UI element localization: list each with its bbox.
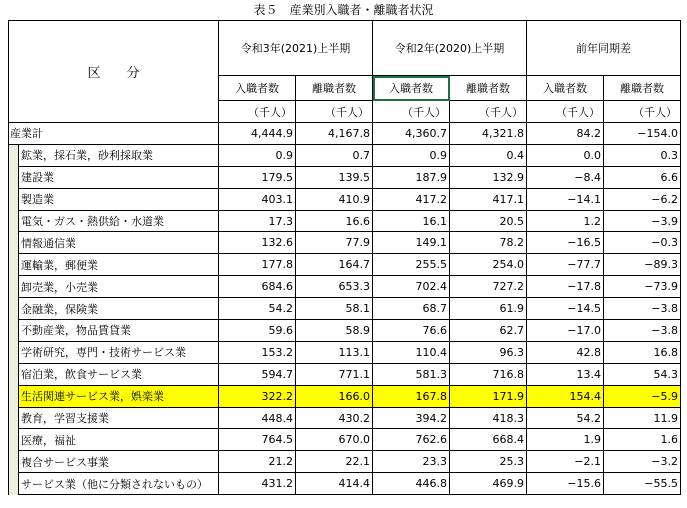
table-row [9,451,681,473]
cell[interactable]: 762.6 [373,429,450,451]
cell[interactable]: 670.0 [296,429,373,451]
table-row [9,254,681,276]
cell[interactable]: 139.5 [296,166,373,188]
group-header-2021[interactable]: 令和3年(2021)上半期 [219,21,373,76]
row-label[interactable]: 鉱業，採石業，砂利採取業 [19,144,219,166]
cell[interactable]: −3.2 [604,451,681,473]
cell[interactable]: −15.6 [527,473,604,495]
sub-header[interactable]: 入職者数 [219,76,296,101]
cell[interactable]: 76.6 [373,320,450,342]
cell[interactable]: 54.2 [527,407,604,429]
cell[interactable]: 4,321.8 [450,123,527,145]
unit-header[interactable]: （千人） [604,101,681,123]
cell[interactable]: 16.1 [373,210,450,232]
table-row [9,166,681,188]
cell[interactable]: 16.6 [296,210,373,232]
cell[interactable]: 77.9 [296,232,373,254]
indent-cell[interactable] [9,254,19,276]
cell[interactable]: 0.9 [219,144,296,166]
cell[interactable]: 68.7 [373,298,450,320]
indent-cell[interactable] [9,407,19,429]
row-label[interactable]: 運輸業，郵便業 [19,254,219,276]
cell[interactable]: 54.2 [219,298,296,320]
unit-header[interactable]: （千人） [373,101,450,123]
cell[interactable]: −8.4 [527,166,604,188]
row-label[interactable]: 生活関連サービス業，娯楽業 [19,385,219,407]
unit-header[interactable]: （千人） [296,101,373,123]
table-row [9,363,681,385]
cell[interactable]: 4,167.8 [296,123,373,145]
row-label[interactable]: 電気・ガス・熱供給・水道業 [19,210,219,232]
total-row [9,123,681,145]
row-label[interactable]: 医療，福祉 [19,429,219,451]
indent-cell[interactable] [9,298,19,320]
cell[interactable]: −3.8 [604,298,681,320]
sub-header[interactable]: 離職者数 [604,76,681,101]
sub-header[interactable]: 入職者数 [527,76,604,101]
cell[interactable]: 4,444.9 [219,123,296,145]
cell[interactable]: 96.3 [450,341,527,363]
row-label[interactable]: サービス業（他に分類されないもの） [19,473,219,495]
indent-cell[interactable] [9,144,19,166]
cell[interactable]: −16.5 [527,232,604,254]
cell[interactable]: 322.2 [219,385,296,407]
indent-cell[interactable] [9,276,19,298]
cell[interactable]: 177.8 [219,254,296,276]
cell[interactable]: −17.8 [527,276,604,298]
cell[interactable]: 23.3 [373,451,450,473]
cell[interactable]: 414.4 [296,473,373,495]
cell[interactable]: 42.8 [527,341,604,363]
cell[interactable]: 727.2 [450,276,527,298]
cell[interactable]: 716.8 [450,363,527,385]
cell[interactable]: −154.0 [604,123,681,145]
cell[interactable]: 1.9 [527,429,604,451]
table-row [9,473,681,495]
cell[interactable]: 164.7 [296,254,373,276]
cell[interactable]: −2.1 [527,451,604,473]
table-row [9,407,681,429]
cell[interactable]: 394.2 [373,407,450,429]
cell[interactable]: 581.3 [373,363,450,385]
cell[interactable]: 6.6 [604,166,681,188]
cell[interactable]: 62.7 [450,320,527,342]
table-row [9,232,681,254]
cell[interactable]: −0.3 [604,232,681,254]
cell[interactable]: 154.4 [527,385,604,407]
industry-table [8,20,681,495]
cell[interactable]: 54.3 [604,363,681,385]
cell[interactable]: 58.1 [296,298,373,320]
cell[interactable]: 0.0 [527,144,604,166]
row-label[interactable]: 製造業 [19,188,219,210]
cell[interactable]: 1.6 [604,429,681,451]
cell[interactable]: 771.1 [296,363,373,385]
cell[interactable]: 594.7 [219,363,296,385]
cell[interactable]: 21.2 [219,451,296,473]
row-label[interactable]: 情報通信業 [19,232,219,254]
table-row [9,385,681,407]
cell[interactable]: −89.3 [604,254,681,276]
cell[interactable]: 469.9 [450,473,527,495]
group-header-2020[interactable]: 令和2年(2020)上半期 [373,21,527,76]
cell[interactable]: 702.4 [373,276,450,298]
cell[interactable]: 166.0 [296,385,373,407]
unit-header[interactable]: （千人） [527,101,604,123]
sub-header-selected[interactable]: 入職者数 [373,76,450,101]
row-label[interactable]: 複合サービス事業 [19,451,219,473]
indent-cell[interactable] [9,188,19,210]
cell[interactable]: 0.9 [373,144,450,166]
cell[interactable]: 20.5 [450,210,527,232]
cell[interactable]: 417.1 [450,188,527,210]
cell[interactable]: 113.1 [296,341,373,363]
cell[interactable]: −6.2 [604,188,681,210]
kubun-header[interactable]: 区 分 [9,21,219,123]
table-row [9,144,681,166]
cell[interactable]: 764.5 [219,429,296,451]
row-label[interactable]: 不動産業，物品賃貸業 [19,320,219,342]
cell[interactable]: 16.8 [604,341,681,363]
cell[interactable]: 171.9 [450,385,527,407]
row-label[interactable]: 宿泊業，飲食サービス業 [19,363,219,385]
row-label[interactable]: 学術研究，専門・技術サービス業 [19,341,219,363]
cell[interactable]: 84.2 [527,123,604,145]
cell[interactable]: 4,360.7 [373,123,450,145]
indent-cell[interactable] [9,232,19,254]
indent-cell[interactable] [9,320,19,342]
cell[interactable]: 410.9 [296,188,373,210]
indent-cell[interactable] [9,210,19,232]
cell[interactable]: 149.1 [373,232,450,254]
row-label[interactable]: 金融業，保険業 [19,298,219,320]
cell[interactable]: −17.0 [527,320,604,342]
cell[interactable]: 668.4 [450,429,527,451]
cell[interactable]: −77.7 [527,254,604,276]
cell[interactable]: 110.4 [373,341,450,363]
cell[interactable]: 0.7 [296,144,373,166]
indent-cell[interactable] [9,429,19,451]
group-header-diff[interactable]: 前年同期差 [527,21,681,76]
cell[interactable]: 448.4 [219,407,296,429]
row-label[interactable]: 卸売業，小売業 [19,276,219,298]
cell[interactable]: 59.6 [219,320,296,342]
cell[interactable]: 417.2 [373,188,450,210]
cell[interactable]: 187.9 [373,166,450,188]
cell[interactable]: −14.1 [527,188,604,210]
cell[interactable]: 132.6 [219,232,296,254]
table-row [9,210,681,232]
cell[interactable]: −3.8 [604,320,681,342]
row-label[interactable]: 教育，学習支援業 [19,407,219,429]
cell[interactable]: −55.5 [604,473,681,495]
row-label[interactable]: 産業計 [9,123,219,145]
cell[interactable]: 418.3 [450,407,527,429]
cell[interactable]: 254.0 [450,254,527,276]
cell[interactable]: −5.9 [604,385,681,407]
indent-cell[interactable] [9,166,19,188]
table-row [9,188,681,210]
cell[interactable]: −73.9 [604,276,681,298]
indent-cell[interactable] [9,363,19,385]
indent-cell[interactable] [9,341,19,363]
cell[interactable]: 1.2 [527,210,604,232]
indent-cell[interactable] [9,451,19,473]
indent-cell[interactable] [9,385,19,407]
cell[interactable]: 430.2 [296,407,373,429]
cell[interactable]: 255.5 [373,254,450,276]
cell[interactable]: 78.2 [450,232,527,254]
cell[interactable]: 431.2 [219,473,296,495]
cell[interactable]: 684.6 [219,276,296,298]
cell[interactable]: 403.1 [219,188,296,210]
indent-cell[interactable] [9,473,19,495]
cell[interactable]: −14.5 [527,298,604,320]
cell[interactable]: 653.3 [296,276,373,298]
table-row [9,320,681,342]
cell[interactable]: 0.3 [604,144,681,166]
cell[interactable]: 0.4 [450,144,527,166]
cell[interactable]: 13.4 [527,363,604,385]
sub-header[interactable]: 離職者数 [450,76,527,101]
table-title: 表５ 産業別入職者・離職者状況 [253,3,434,17]
cell[interactable]: 61.9 [450,298,527,320]
cell[interactable]: 58.9 [296,320,373,342]
cell[interactable]: 11.9 [604,407,681,429]
cell[interactable]: 446.8 [373,473,450,495]
table-row [9,429,681,451]
cell[interactable]: 17.3 [219,210,296,232]
cell[interactable]: 25.3 [450,451,527,473]
row-label[interactable]: 建設業 [19,166,219,188]
cell[interactable]: 153.2 [219,341,296,363]
table-row [9,341,681,363]
table-row [9,276,681,298]
cell[interactable]: −3.9 [604,210,681,232]
table-row [9,298,681,320]
unit-header[interactable]: （千人） [450,101,527,123]
sub-header[interactable]: 離職者数 [296,76,373,101]
cell[interactable]: 179.5 [219,166,296,188]
unit-header[interactable]: （千人） [219,101,296,123]
cell[interactable]: 132.9 [450,166,527,188]
cell[interactable]: 22.1 [296,451,373,473]
cell[interactable]: 167.8 [373,385,450,407]
